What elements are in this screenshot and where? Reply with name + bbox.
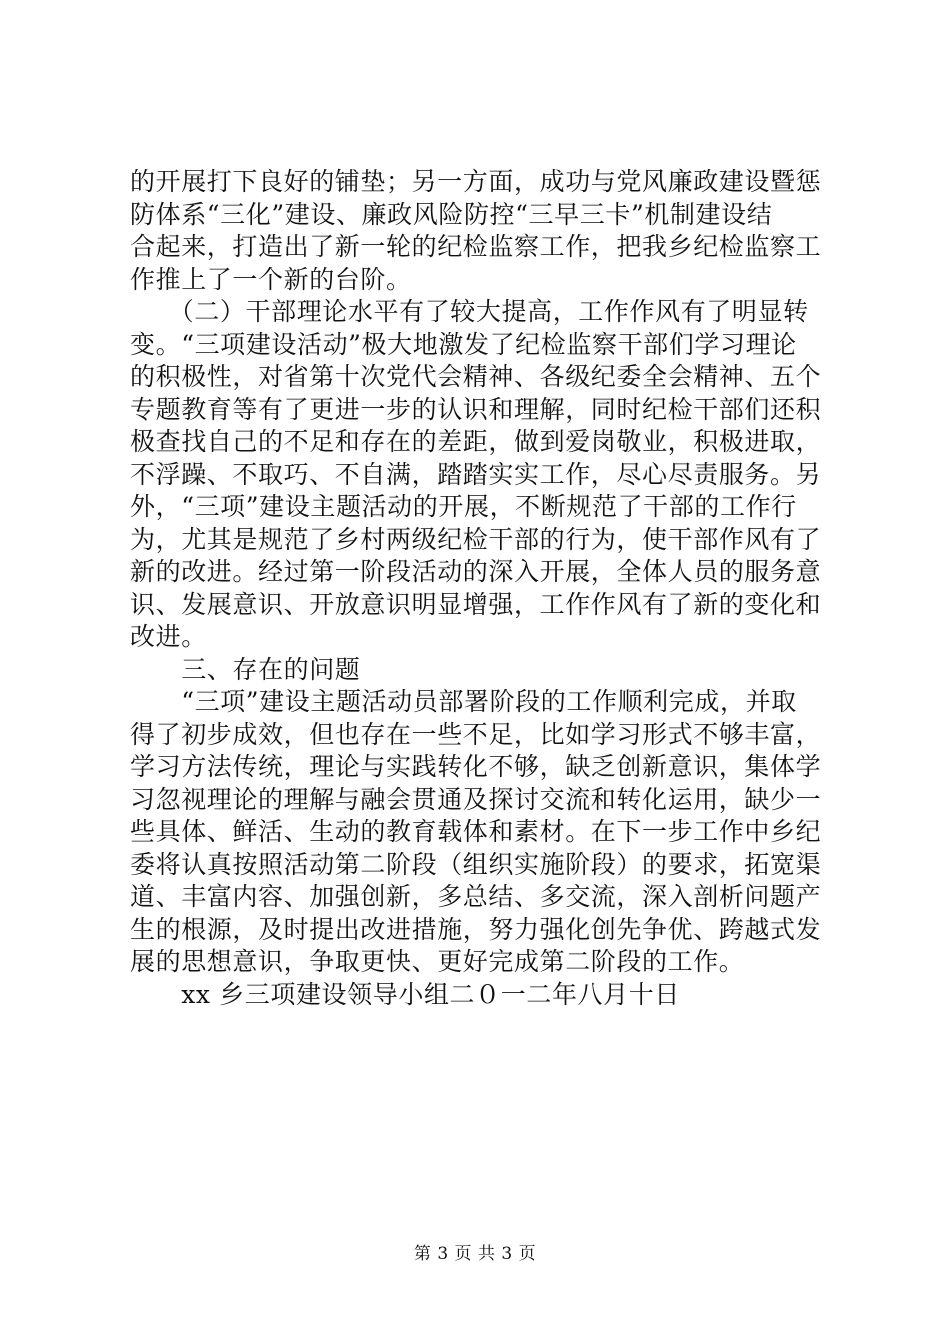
text-line: 合起来，打造出了新一轮的纪检监察工作，把我乡纪检监察工 <box>130 232 822 261</box>
text-line: 生的根源，及时提出改进措施，努力强化创先争优、跨越式发 <box>130 914 822 944</box>
text-line: 学习方法传统，理论与实践转化不够，缺乏创新意识，集体学 <box>130 752 822 781</box>
text-line: “三项”建设主题活动员部署阶段的工作顺利完成，并取 <box>130 687 797 716</box>
text-line: 变。“三项建设活动”极大地激发了纪检监察干部们学习理论 <box>130 329 797 359</box>
text-line: 的积极性，对省第十次党代会精神、各级纪委全会精神、五个 <box>130 362 822 391</box>
text-line: 习忽视理论的理解与融会贯通及探讨交流和转化运用，缺少一 <box>130 784 822 814</box>
text-line: 为，尤其是规范了乡村两级纪检干部的行为，使干部作风有了 <box>130 524 822 554</box>
text-line: 改进。 <box>130 622 207 651</box>
section-heading: 三、存在的问题 <box>130 654 361 684</box>
text-line: 得了初步成效，但也存在一些不足，比如学习形式不够丰富， <box>130 719 822 749</box>
document-body <box>130 166 830 1011</box>
page-footer <box>0 1243 950 1265</box>
text-line: 识、发展意识、开放意识明显增强，工作作风有了新的变化和 <box>130 589 822 619</box>
text-line: 专题教育等有了更进一步的认识和理解，同时纪检干部们还积 <box>130 394 822 424</box>
text-line: 不浮躁、不取巧、不自满，踏踏实实工作，尽心尽责服务。另 <box>130 459 822 489</box>
text-line: 防体系“三化”建设、廉政风险防控“三早三卡”机制建设结 <box>130 199 773 229</box>
text-line: 新的改进。经过第一阶段活动的深入开展，全体人员的服务意 <box>130 557 822 586</box>
text-line: 极查找自己的不足和存在的差距，做到爱岗敬业，积极进取， <box>130 427 822 456</box>
text-line: 展的思想意识，争取更快、更好完成第二阶段的工作。 <box>130 947 745 976</box>
text-line: 作推上了一个新的台阶。 <box>130 264 412 294</box>
text-line: 道、丰富内容、加强创新，多总结、多交流，深入剖析问题产 <box>130 882 822 911</box>
section-paragraph-line: （二）干部理论水平有了较大提高，工作作风有了明显转 <box>130 297 809 326</box>
page-number-label: 第 3 页 共 3 页 <box>413 1244 537 1264</box>
text-line: 外，“三项”建设主题活动的开展，不断规范了干部的工作行 <box>130 492 797 521</box>
signature-line: xx 乡三项建设领导小组二０一二年八月十日 <box>130 979 680 1009</box>
text-line: 些具体、鲜活、生动的教育载体和素材。在下一步工作中乡纪 <box>130 817 822 846</box>
text-line: 的开展打下良好的铺垫；另一方面，成功与党风廉政建设暨惩 <box>130 167 822 196</box>
text-line: 委将认真按照活动第二阶段（组织实施阶段）的要求，拓宽渠 <box>130 849 822 879</box>
